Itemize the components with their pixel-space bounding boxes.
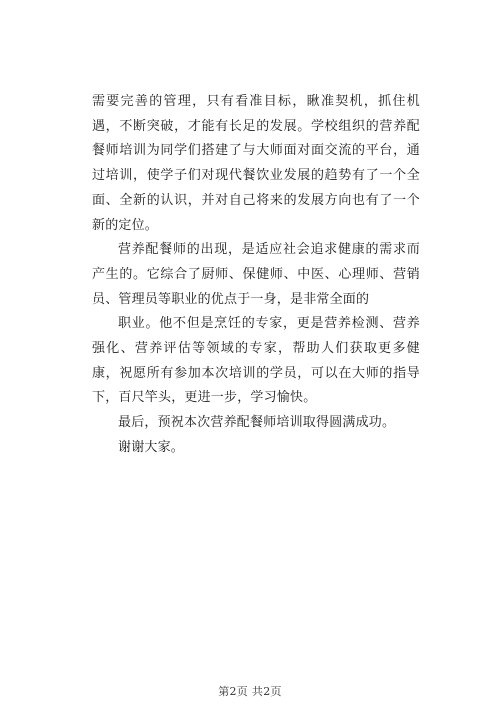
paragraph-profession: 职业。他不但是烹饪的专家，更是营养检测、营养强化、营养评估等领域的专家，帮助人们获取更多健康，祝愿所有参加本次培训的学员，可以在大师的指导下，百尺竿头，更进一步，学习愉快。 (92, 316, 420, 406)
paragraph-thanks: 谢谢大家。 (118, 439, 185, 455)
paragraph-nutrition-chef: 营养配餐师的出现，是适应社会追求健康的需求而产生的。它综合了厨师、保健师、中医、心理师、营销员、管理员等职业的优点于一身，是非常全面的 (92, 242, 420, 307)
document-body (92, 90, 420, 461)
paragraph-continuation: 需要完善的管理，只有看准目标，瞅准契机，抓住机遇，不断突破，才能有长足的发展。学校组织的营养配餐师培训为同学们搭建了与大师面对面交流的平台，通过培训，使学子们对现代餐饮业发展的趋势有了一个全面、全新的认识，并对自己将来的发展方向也有了一个新的定位。 (92, 94, 420, 233)
paragraph-closing-wish: 最后，预祝本次营养配餐师培训取得圆满成功。 (118, 415, 396, 431)
page-footer: 第2页 共2页 (218, 685, 282, 698)
